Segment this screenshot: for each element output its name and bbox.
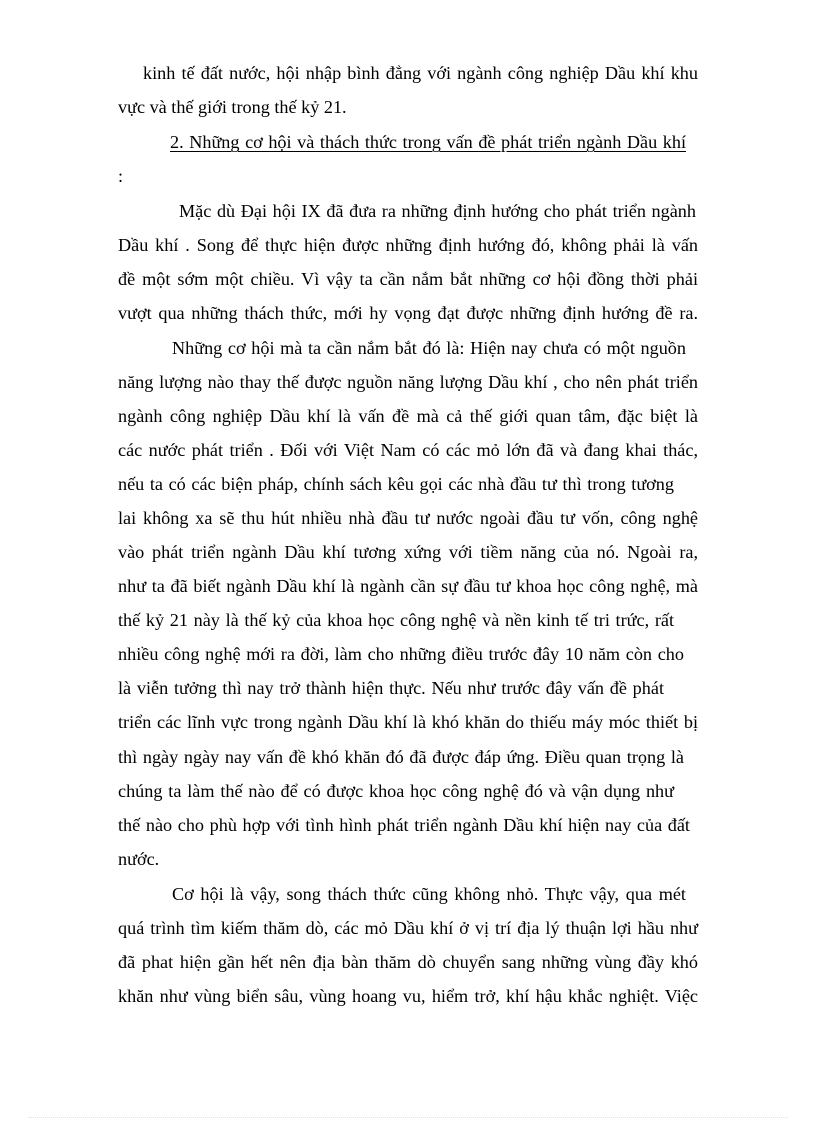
intro-line: kinh tế đất nước, hội nhập bình đẳng với ngành công nghiệp Dầu khí khu: [143, 63, 698, 83]
intro-line: vực và thế giới trong thế kỷ 21.: [118, 97, 347, 117]
paragraph-line: khăn như vùng biển sâu, vùng hoang vu, hiểm trở, khí hậu khắc nghiệt. Việc: [118, 986, 698, 1006]
section-heading: 2. Những cơ hội và thách thức trong vấn đề phát triển ngành Dầu khí: [170, 132, 686, 152]
paragraph-line: quá trình tìm kiếm thăm dò, các mỏ Dầu khí ở vị trí địa lý thuận lợi hầu như: [118, 918, 698, 938]
paragraph-line: Mặc dù Đại hội IX đã đưa ra những định hướng cho phát triển ngành: [179, 201, 696, 221]
paragraph-line: nếu ta có các biện pháp, chính sách kêu gọi các nhà đầu tư thì trong tương: [118, 474, 674, 494]
paragraph-line: đề một sớm một chiều. Vì vậy ta cần nắm bắt những cơ hội đồng thời phải: [118, 269, 698, 289]
paragraph-line: nhiều công nghệ mới ra đời, làm cho những điều trước đây 10 năm còn cho: [118, 644, 684, 664]
paragraph-line: các nước phát triển . Đối với Việt Nam có các mỏ lớn đã và đang khai thác,: [118, 440, 698, 460]
paragraph-line: như ta đã biết ngành Dầu khí là ngành cần sự đầu tư khoa học công nghệ, mà: [118, 576, 698, 596]
paragraph-line: nước.: [118, 849, 160, 869]
paragraph-line: vào phát triển ngành Dầu khí tương xứng với tiềm năng của nó. Ngoài ra,: [118, 542, 698, 562]
paragraph-line: thì ngày ngày nay vấn đề khó khăn đó đã được đáp ứng. Điều quan trọng là: [118, 747, 684, 767]
paragraph-line: đã phat hiện gần hết nên địa bàn thăm dò chuyển sang những vùng đầy khó: [118, 952, 698, 972]
paragraph-line: vượt qua những thách thức, mới hy vọng đạt được những định hướng đề ra.: [118, 303, 698, 323]
paragraph-line: Cơ hội là vậy, song thách thức cũng không nhỏ. Thực vậy, qua mét: [172, 884, 686, 904]
paragraph-line: năng lượng nào thay thế được nguồn năng lượng Dầu khí , cho nên phát triển: [118, 372, 698, 392]
paragraph-line: thế kỷ 21 này là thế kỷ của khoa học công nghệ và nền kinh tế tri trức, rất: [118, 610, 674, 630]
page-bottom-rule: [28, 1117, 788, 1118]
paragraph-line: Dầu khí . Song để thực hiện được những định hướng đó, không phải là vấn: [118, 235, 698, 255]
paragraph-line: là viễn tưởng thì nay trở thành hiện thực. Nếu như trước đây vấn đề phát: [118, 678, 664, 698]
paragraph-line: thế nào cho phù hợp với tình hình phát triển ngành Dầu khí hiện nay của đất: [118, 815, 690, 835]
paragraph-line: chúng ta làm thế nào để có được khoa học công nghệ đó và vận dụng như: [118, 781, 674, 801]
paragraph-line: ngành công nghiệp Dầu khí là vấn đề mà cả thế giới quan tâm, đặc biệt là: [118, 406, 698, 426]
paragraph-line: lai không xa sẽ thu hút nhiều nhà đầu tư nước ngoài đầu tư vốn, công nghệ: [118, 508, 698, 528]
paragraph-line: triển các lĩnh vực trong ngành Dầu khí là khó khăn do thiếu máy móc thiết bị: [118, 712, 698, 732]
paragraph-line: Những cơ hội mà ta cần nắm bắt đó là: Hiện nay chưa có một nguồn: [172, 338, 686, 358]
section-heading-tail: :: [118, 166, 124, 186]
